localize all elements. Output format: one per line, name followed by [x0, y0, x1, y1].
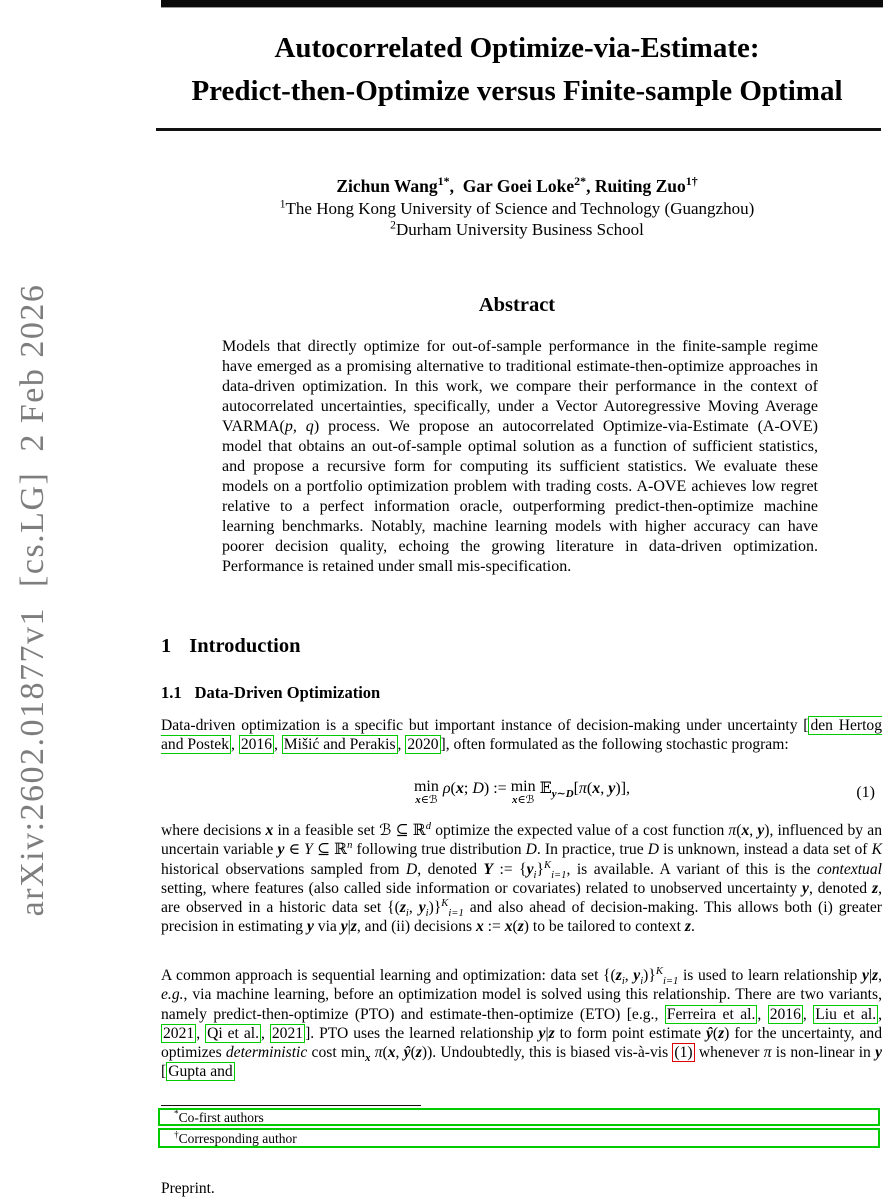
text-run: to form point estimate — [554, 1024, 706, 1042]
footnote-rule — [161, 1105, 421, 1106]
text-run: † — [174, 1129, 179, 1140]
citation-link[interactable]: Mišić and Perakis — [283, 736, 396, 754]
text-run: 𝔼 — [535, 780, 552, 797]
text-run: ( — [586, 780, 593, 797]
text-run: , — [231, 736, 239, 754]
equation-1 — [161, 778, 883, 806]
text-run: Models that directly optimize for out-of-sample performance in the finite-sample regime have emerged as a promising alternative to traditional estimate-then-optimize approaches in data-driven optimization. In this work, we compare their performance in the context of autocorrelated uncertainties, specifically, under a Vector Autoregressive Moving Average VARMA( — [222, 338, 818, 435]
text-run: := — [483, 918, 505, 936]
text-run: π — [763, 1044, 772, 1062]
citation-link[interactable]: Qi et al. — [207, 1024, 259, 1042]
equation-number: (1) — [856, 784, 875, 801]
text-run: )], — [615, 780, 631, 797]
text-run: i — [640, 976, 644, 988]
text-run: D — [472, 780, 484, 797]
text-run: i=1 — [448, 908, 464, 920]
text-run: following true distribution — [352, 841, 526, 859]
text-run: , — [449, 176, 463, 196]
equation-ref-link[interactable]: (1) — [674, 1044, 693, 1062]
text-run: x — [387, 1044, 396, 1062]
text-run: * — [174, 1108, 179, 1119]
text-run: ∈ℬ — [517, 794, 535, 806]
text-run: K — [544, 859, 552, 871]
paragraph-3 — [161, 966, 882, 1082]
text-run: e.g. — [161, 986, 184, 1004]
text-run: y∼D — [551, 788, 574, 801]
text-run: x — [592, 780, 601, 797]
text-run: , — [749, 822, 758, 839]
citation-link[interactable]: den Hertog and Postek — [161, 717, 882, 754]
paper-title-line2: Predict-then-Optimize versus Finite-sample Optimal — [191, 75, 843, 107]
text-run: π — [374, 1044, 383, 1062]
text-run: ( — [712, 1024, 719, 1042]
text-run: π — [728, 822, 737, 839]
text-run: Undoubtedly, this is biased vis-à-vis — [440, 1044, 673, 1062]
min-operator-name: min — [510, 778, 536, 795]
text-run: | — [868, 967, 873, 984]
text-run: ℬ ⊆ ℝ — [379, 822, 426, 839]
text-run: , is available. A variant of this is the — [566, 860, 818, 878]
citation-link[interactable]: Gupta and — [168, 1063, 233, 1081]
text-run: 2 — [390, 218, 396, 232]
text-run: Ruiting Zuo — [594, 176, 686, 196]
text-run: z — [517, 918, 524, 936]
authors-block — [151, 175, 883, 240]
affiliation-line-1 — [151, 198, 883, 219]
text-run: historical observations sampled from — [161, 860, 407, 878]
text-run: , — [196, 1024, 206, 1042]
text-run: y — [608, 780, 616, 797]
text-run: is unknown, instead a data set of — [659, 841, 872, 859]
text-run: y — [306, 918, 314, 936]
preprint-label: Preprint. — [161, 1180, 215, 1197]
text-run: ⊆ ℝ — [312, 841, 348, 859]
text-run: ; — [463, 780, 473, 797]
text-run: z — [684, 918, 691, 936]
text-run: z — [399, 899, 406, 917]
text-run: where decisions — [161, 822, 266, 839]
text-run: y — [277, 841, 285, 859]
text-run: i=1 — [551, 869, 567, 881]
text-run: , influenced by an uncertain variable — [161, 822, 882, 859]
text-run: x — [265, 822, 274, 839]
text-run: x — [741, 822, 750, 839]
text-run: , — [878, 967, 883, 984]
text-run: is used to learn relationship — [678, 967, 862, 984]
text-run: Durham University Business School — [395, 220, 644, 239]
abstract-text — [222, 337, 818, 577]
text-run: D — [647, 841, 659, 859]
citation-link[interactable]: 2016 — [769, 1005, 801, 1023]
text-run: whenever — [694, 1044, 764, 1062]
affiliation-line-2 — [151, 219, 883, 240]
text-run: y — [526, 860, 534, 878]
text-run: 2* — [574, 174, 587, 189]
text-run: z — [415, 1044, 422, 1062]
text-run: x — [504, 918, 513, 936]
text-run: 1* — [437, 174, 450, 189]
text-run: y — [418, 899, 426, 917]
text-run: , — [624, 967, 634, 984]
text-run: A common approach is sequential learning and optimization: data set {( — [161, 967, 616, 984]
abstract-heading: Abstract — [478, 294, 556, 316]
text-run: , — [802, 1005, 814, 1023]
text-run: i — [405, 908, 409, 920]
text-run: ) process. We propose an autocorrelated Optimize-via-Estimate (A-OVE) model that obtains an out-of-sample optimal solution as a function of sufficient statistics, and propose a recursive form for computing its sufficient statistics. We evaluate these models on a portfolio optimization problem with trading costs. A-OVE achieves low regret relative to a perfect information oracle, outperforming predict-then-optimize machine learning benchmarks. Notably, machine learning models with higher accuracy can have poorer decision quality, echoing the growing literature in data-driven optimization. Performance is retained under small mis-specification. — [222, 418, 818, 575]
citation-link[interactable]: 2016 — [240, 736, 272, 754]
text-run: y — [875, 1044, 882, 1062]
text-run: to be tailored to context — [528, 918, 685, 936]
text-run: The Hong Kong University of Science and Technology (Guangzhou) — [285, 199, 755, 218]
text-run: ( — [512, 918, 518, 936]
text-run: K — [655, 965, 663, 977]
text-run: 1† — [685, 174, 698, 189]
authors-line — [151, 175, 883, 198]
title-rule — [156, 128, 881, 131]
citation-link[interactable]: Liu et al. — [815, 1005, 877, 1023]
text-run: , — [274, 736, 282, 754]
text-run: )} — [428, 899, 442, 917]
text-run: Data-driven optimization is a specific but important instance of decision-making under uncertainty [ — [161, 717, 809, 734]
min-operator-limits — [414, 795, 439, 806]
text-run: y — [757, 822, 765, 839]
text-run: Corresponding author — [178, 1131, 297, 1146]
text-run: , denoted — [808, 879, 873, 897]
equation-rhs — [535, 780, 631, 801]
text-run: , — [586, 176, 595, 196]
text-run: z — [615, 967, 622, 984]
text-run: z — [718, 1024, 725, 1042]
text-run: Y — [483, 860, 494, 878]
text-run: ŷ — [403, 1044, 411, 1062]
text-run: K — [871, 841, 883, 859]
text-run: ], often formulated as the following stochastic program: — [440, 736, 789, 754]
citation-link[interactable]: Ferreira et al. — [666, 1005, 756, 1023]
text-run: )). — [421, 1044, 441, 1062]
text-run: [ — [161, 1063, 167, 1081]
text-run: setting, where features (also called side information or covariates) related to unobserved uncertainty — [161, 879, 803, 897]
text-run: x — [415, 794, 421, 806]
text-run: deterministic — [225, 1044, 308, 1062]
text-run: i — [621, 976, 625, 988]
text-run: x — [511, 794, 518, 806]
text-run: z — [872, 967, 879, 984]
text-run: , via machine learning, before an optimization model is solved using this relationship. There are two variants, namely predict-then-optimize (PTO) and estimate-then-optimize (ETO) [e.g., — [161, 986, 882, 1023]
citation-link[interactable]: 2021 — [163, 1024, 195, 1042]
citation-link[interactable]: 2020 — [407, 736, 439, 754]
text-run: , — [878, 1005, 883, 1023]
citation-link[interactable]: 2021 — [271, 1024, 304, 1042]
text-run: , and (ii) decisions — [356, 918, 476, 936]
text-run: ) — [523, 918, 529, 936]
text-run: ]. PTO uses the learned relationship — [305, 1024, 539, 1042]
text-run: ( — [450, 780, 456, 797]
text-run: contextual — [817, 860, 882, 878]
text-run: } — [536, 860, 544, 878]
text-run: K — [441, 898, 449, 909]
paragraph-2 — [161, 821, 882, 937]
text-run: ) — [724, 1024, 730, 1042]
text-run: ) := — [483, 780, 511, 797]
section-title: Introduction — [189, 635, 301, 657]
text-run: . — [690, 918, 695, 936]
arxiv-watermark: arXiv:2602.01877v1 [cs.LG] 2 Feb 2026 — [14, 283, 51, 917]
text-run: y — [802, 879, 809, 897]
text-run: Zichun Wang — [336, 176, 438, 196]
text-run: y — [340, 918, 348, 936]
text-run: x — [455, 780, 464, 797]
text-run: via — [313, 918, 341, 936]
text-run: in a feasible set — [273, 822, 380, 839]
text-run: ( — [410, 1044, 416, 1062]
text-run: Y — [304, 841, 313, 859]
text-run: ) — [764, 822, 770, 839]
text-run: x — [365, 1053, 371, 1065]
text-run: i — [425, 908, 429, 920]
text-run: i=1 — [662, 976, 679, 988]
text-run: )} — [643, 967, 656, 984]
min-operator-name: min — [413, 778, 439, 795]
text-run: , — [757, 1005, 768, 1023]
text-run: , — [261, 1024, 270, 1042]
text-run: z — [548, 1024, 555, 1042]
text-run: [ — [573, 780, 579, 797]
text-run: and also ahead of decision-making. This allows both (i) greater precision in estimating — [161, 899, 883, 936]
text-run: y — [861, 967, 869, 984]
equation-middle — [439, 780, 511, 797]
min-operator-limits — [511, 795, 536, 806]
text-run: ( — [736, 822, 742, 839]
text-run: := { — [493, 860, 527, 878]
equation-block — [161, 776, 883, 816]
section-heading-introduction — [161, 635, 301, 658]
text-run: Co-first authors — [178, 1110, 264, 1125]
text-run: p, q — [284, 418, 314, 435]
subsection-heading-data-driven-optimization — [161, 683, 380, 703]
text-run: π — [578, 780, 587, 797]
text-run: ∈ℬ — [420, 794, 438, 806]
paragraph-1 — [161, 716, 882, 755]
text-run: | — [347, 918, 351, 936]
text-run: cost min — [307, 1044, 366, 1062]
text-run: | — [545, 1024, 549, 1042]
text-run: . In practice, true — [536, 841, 648, 859]
top-crop-bar — [161, 0, 883, 8]
footnote-corresponding-author[interactable] — [158, 1128, 880, 1148]
text-run: Gar Goei Loke — [462, 176, 575, 196]
text-run: n — [347, 840, 353, 852]
text-run: d — [425, 820, 432, 832]
text-run: , — [600, 780, 609, 797]
text-run: ∈ — [284, 841, 305, 859]
subsection-title: Data-Driven Optimization — [194, 683, 381, 702]
paper-title-line1: Autocorrelated Optimize-via-Estimate: — [274, 32, 760, 64]
text-run: , — [408, 899, 419, 917]
text-run: for the uncertainty, and optimizes — [161, 1024, 883, 1062]
subsection-number: 1.1 — [161, 683, 182, 702]
text-run: , are observed in a historic data set {( — [161, 879, 883, 917]
text-run: is non-linear in — [771, 1044, 876, 1062]
text-run: D — [406, 860, 418, 878]
min-operator-2 — [511, 778, 536, 806]
footnote-cofirst-authors[interactable] — [158, 1108, 880, 1126]
text-run: y — [538, 1024, 546, 1042]
text-run: i — [533, 869, 537, 881]
text-run: x — [475, 918, 484, 936]
paper-title — [151, 27, 883, 113]
text-run: , — [397, 736, 406, 754]
text-run: , — [395, 1044, 404, 1062]
text-run: , denoted — [417, 860, 484, 878]
min-operator-1 — [414, 778, 439, 806]
text-run: ( — [382, 1044, 388, 1062]
text-run: optimize the expected value of a cost function — [431, 822, 729, 839]
text-run: D — [525, 841, 537, 859]
text-run: z — [872, 879, 879, 897]
text-run: z — [350, 918, 357, 936]
text-run: ŷ — [705, 1024, 713, 1042]
text-run: ρ — [442, 780, 451, 797]
text-run: 1 — [279, 197, 286, 211]
section-number: 1 — [161, 635, 172, 657]
text-run: y — [633, 967, 641, 984]
